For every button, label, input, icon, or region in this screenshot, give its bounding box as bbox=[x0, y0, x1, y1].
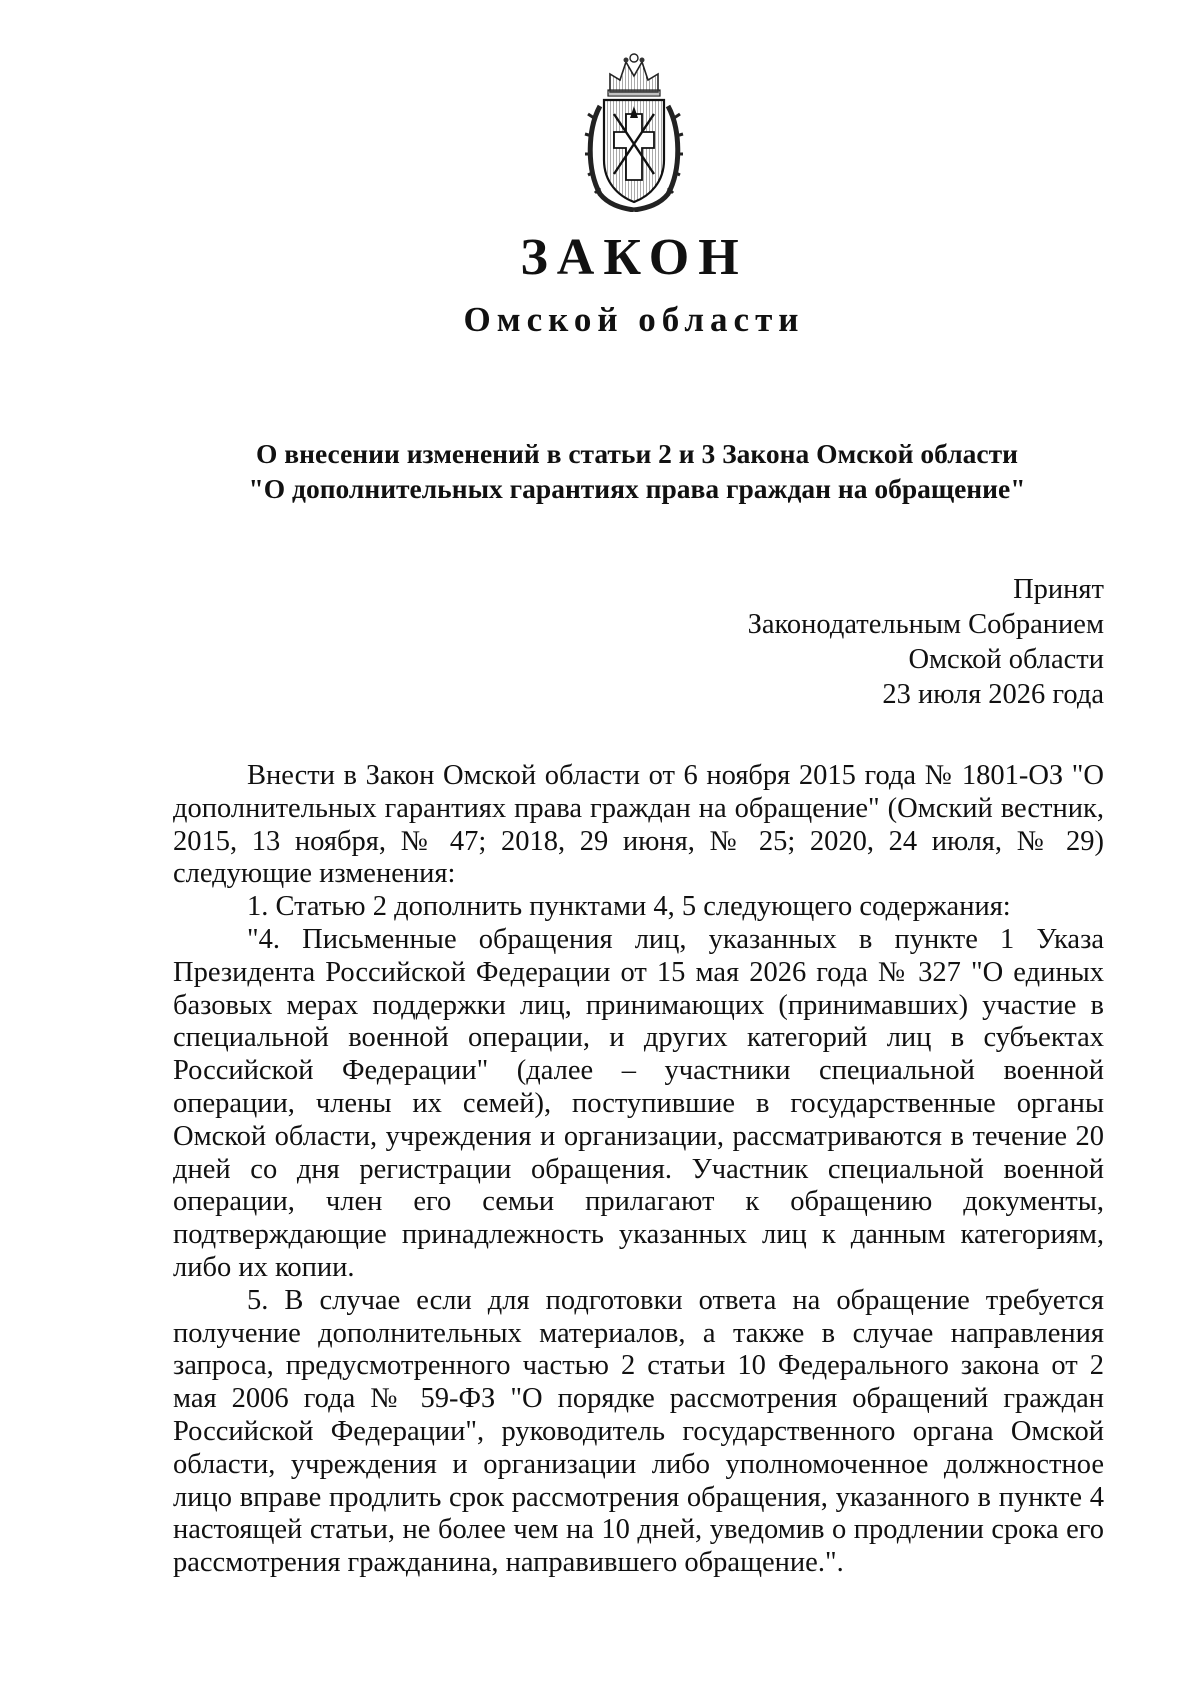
law-body bbox=[173, 760, 1104, 1580]
law-title-line: "О дополнительных гарантиях права граждан на обращение" bbox=[248, 473, 1026, 504]
document-type-heading: ЗАКОН bbox=[520, 229, 748, 286]
adoption-line: Принят bbox=[1013, 574, 1104, 605]
adoption-line: Омской области bbox=[908, 644, 1104, 675]
body-paragraph: "4. Письменные обращения лиц, указанных в пункте 1 Указа Президента Российской Федерации от 15 мая 2026 года № 327 "О единых базовых мерах поддержки лиц, принимающих (принимавших) участие в специальной военной операции, и других категорий лиц в субъектах Российской Федерации" (далее – участники специальной военной операции, члены их семей), поступившие в государственные органы Омской области, учреждения и организации, рассматриваются в течение 20 дней со дня регистрации обращения. Участник специальной военной операции, член его семьи прилагают к обращению документы, подтверждающие принадлежность указанных лиц к данным категориям, либо их копии. bbox=[173, 923, 1104, 1283]
body-paragraph: 1. Статью 2 дополнить пунктами 4, 5 следующего содержания: bbox=[247, 891, 1011, 923]
adoption-date: 23 июля 2026 года bbox=[882, 679, 1104, 710]
body-paragraph: 5. В случае если для подготовки ответа на обращение требуется получение дополнительных материалов, а также в случае направления запроса, предусмотренного частью 2 статьи 10 Федерального закона от 2 мая 2006 года № 59-ФЗ "О порядке рассмотрения обращений граждан Российской Федерации", руководитель государственного органа Омской области, учреждения и организации либо уполномоченное должностное лицо вправе продлить срок рассмотрения обращения, указанного в пункте 4 настоящей статьи, не более чем на 10 дней, уведомив о продлении срока его рассмотрения гражданина, направившего обращение.". bbox=[173, 1284, 1104, 1579]
omsk-region-coat-of-arms-icon bbox=[580, 48, 688, 212]
law-title-line: О внесении изменений в статьи 2 и 3 Закона Омской области bbox=[256, 438, 1018, 469]
adoption-line: Законодательным Собранием bbox=[747, 609, 1104, 640]
body-paragraph: Внести в Закон Омской области от 6 ноября 2015 года № 1801-ОЗ "О дополнительных гарантиях права граждан на обращение" (Омский вестник, 2015, 13 ноября, № 47; 2018, 29 июня, № 25; 2020, 24 июля, № 29) следующие изменения: bbox=[173, 760, 1104, 890]
adoption-block bbox=[748, 572, 1104, 712]
issuing-region-heading: Омской области bbox=[463, 300, 805, 339]
law-title bbox=[170, 436, 1104, 506]
